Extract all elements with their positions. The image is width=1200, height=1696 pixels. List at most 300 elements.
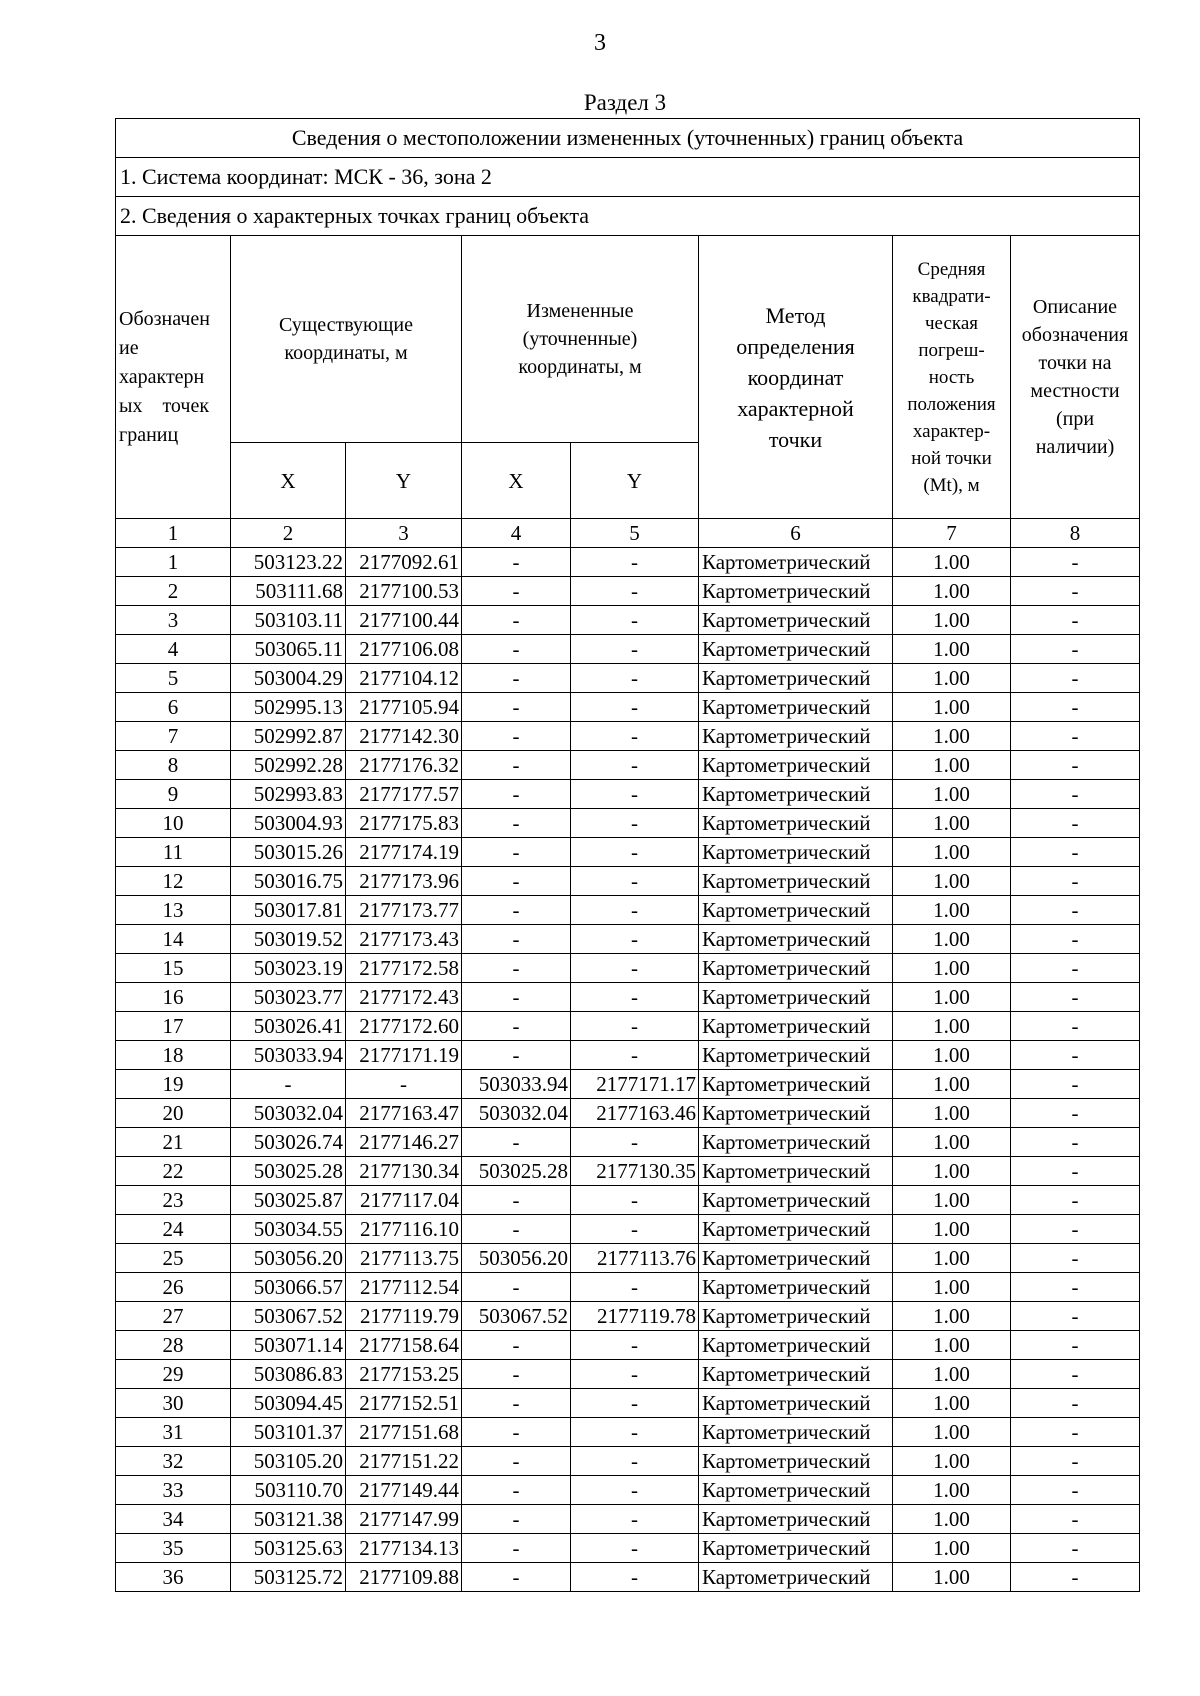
header-existing-coords (231, 236, 462, 443)
cell-changed-x: - (462, 1041, 571, 1070)
cell-method: Картометрический (699, 1563, 893, 1592)
cell-description: - (1011, 1418, 1140, 1447)
table-row (116, 867, 1140, 896)
cell-mean-error: 1.00 (893, 1186, 1011, 1215)
cell-method: Картометрический (699, 1447, 893, 1476)
points-heading: 2. Сведения о характерных точках границ объекта (116, 197, 1140, 236)
header-line: положения (907, 393, 996, 415)
cell-existing-y: 2177119.79 (346, 1302, 462, 1331)
cell-mean-error: 1.00 (893, 1563, 1011, 1592)
table-row (116, 1563, 1140, 1592)
header-line: Обозначен (119, 307, 210, 330)
cell-changed-x: - (462, 664, 571, 693)
cell-existing-y: 2177172.58 (346, 954, 462, 983)
cell-method: Картометрический (699, 1302, 893, 1331)
table-row (116, 809, 1140, 838)
header-line: характерн (119, 365, 205, 388)
column-number: 4 (462, 519, 571, 548)
cell-mean-error: 1.00 (893, 983, 1011, 1012)
cell-existing-x: 502995.13 (231, 693, 346, 722)
cell-changed-x: - (462, 780, 571, 809)
cell-point-id: 8 (116, 751, 231, 780)
cell-changed-y: - (571, 1505, 699, 1534)
cell-method: Картометрический (699, 606, 893, 635)
header-line: ной точки (911, 447, 992, 469)
cell-point-id: 4 (116, 635, 231, 664)
cell-description: - (1011, 1389, 1140, 1418)
cell-changed-y: - (571, 925, 699, 954)
header-existing-x: X (231, 443, 346, 519)
table-row (116, 722, 1140, 751)
cell-description: - (1011, 1215, 1140, 1244)
cell-method: Картометрический (699, 925, 893, 954)
cell-existing-x: 503034.55 (231, 1215, 346, 1244)
cell-mean-error: 1.00 (893, 809, 1011, 838)
cell-mean-error: 1.00 (893, 1099, 1011, 1128)
cell-existing-x: 503056.20 (231, 1244, 346, 1273)
table-row (116, 606, 1140, 635)
cell-existing-x: 502992.28 (231, 751, 346, 780)
coord-system: 1. Система координат: МСК - 36, зона 2 (116, 158, 1140, 197)
cell-existing-y: 2177174.19 (346, 838, 462, 867)
cell-method: Картометрический (699, 780, 893, 809)
cell-point-id: 11 (116, 838, 231, 867)
header-line: координаты, м (284, 342, 408, 364)
cell-point-id: 10 (116, 809, 231, 838)
cell-mean-error: 1.00 (893, 1418, 1011, 1447)
table-row (116, 983, 1140, 1012)
cell-existing-x: 503016.75 (231, 867, 346, 896)
cell-description: - (1011, 1476, 1140, 1505)
cell-existing-y: 2177172.43 (346, 983, 462, 1012)
header-line: (Mt), м (923, 474, 980, 496)
cell-changed-x: - (462, 1331, 571, 1360)
cell-point-id: 13 (116, 896, 231, 925)
cell-changed-y: - (571, 1389, 699, 1418)
cell-mean-error: 1.00 (893, 896, 1011, 925)
cell-existing-x: 503032.04 (231, 1099, 346, 1128)
cell-changed-x: - (462, 1128, 571, 1157)
cell-existing-y: 2177175.83 (346, 809, 462, 838)
cell-changed-x: 503033.94 (462, 1070, 571, 1099)
cell-changed-y: - (571, 896, 699, 925)
cell-point-id: 23 (116, 1186, 231, 1215)
cell-existing-x: - (231, 1070, 346, 1099)
table-row (116, 664, 1140, 693)
cell-changed-y: - (571, 809, 699, 838)
table-row (116, 1244, 1140, 1273)
cell-existing-x: 503019.52 (231, 925, 346, 954)
cell-mean-error: 1.00 (893, 1389, 1011, 1418)
cell-point-id: 31 (116, 1418, 231, 1447)
header-line: местности (1030, 380, 1120, 402)
cell-point-id: 5 (116, 664, 231, 693)
cell-method: Картометрический (699, 722, 893, 751)
cell-existing-x: 503121.38 (231, 1505, 346, 1534)
cell-changed-x: - (462, 983, 571, 1012)
cell-existing-x: 503067.52 (231, 1302, 346, 1331)
cell-mean-error: 1.00 (893, 664, 1011, 693)
cell-changed-x: - (462, 1505, 571, 1534)
cell-description: - (1011, 983, 1140, 1012)
cell-mean-error: 1.00 (893, 1534, 1011, 1563)
cell-point-id: 12 (116, 867, 231, 896)
cell-existing-x: 503086.83 (231, 1360, 346, 1389)
header-line: характер- (912, 420, 991, 442)
cell-existing-y: 2177158.64 (346, 1331, 462, 1360)
cell-method: Картометрический (699, 1534, 893, 1563)
cell-point-id: 6 (116, 693, 231, 722)
boundary-points-table (115, 118, 1140, 1592)
header-line: характерной (737, 395, 854, 421)
cell-existing-x: 503025.28 (231, 1157, 346, 1186)
cell-method: Картометрический (699, 1389, 893, 1418)
cell-mean-error: 1.00 (893, 1331, 1011, 1360)
cell-changed-y: - (571, 838, 699, 867)
cell-description: - (1011, 664, 1140, 693)
cell-description: - (1011, 954, 1140, 983)
cell-existing-y: 2177109.88 (346, 1563, 462, 1592)
cell-existing-y: 2177171.19 (346, 1041, 462, 1070)
cell-description: - (1011, 635, 1140, 664)
cell-changed-y: - (571, 1447, 699, 1476)
cell-point-id: 26 (116, 1273, 231, 1302)
cell-changed-y: 2177171.17 (571, 1070, 699, 1099)
cell-method: Картометрический (699, 1070, 893, 1099)
cell-method: Картометрический (699, 838, 893, 867)
cell-mean-error: 1.00 (893, 1273, 1011, 1302)
cell-existing-y: 2177173.43 (346, 925, 462, 954)
header-line: определения (736, 333, 855, 359)
cell-description: - (1011, 925, 1140, 954)
cell-changed-y: - (571, 606, 699, 635)
cell-existing-x: 503025.87 (231, 1186, 346, 1215)
cell-point-id: 34 (116, 1505, 231, 1534)
cell-existing-y: 2177172.60 (346, 1012, 462, 1041)
cell-point-id: 14 (116, 925, 231, 954)
cell-method: Картометрический (699, 548, 893, 577)
cell-point-id: 15 (116, 954, 231, 983)
cell-changed-y: - (571, 1360, 699, 1389)
cell-description: - (1011, 1331, 1140, 1360)
table-title: Сведения о местоположении измененных (уточненных) границ объекта (116, 119, 1140, 158)
cell-changed-y: 2177130.35 (571, 1157, 699, 1186)
cell-existing-y: 2177112.54 (346, 1273, 462, 1302)
cell-mean-error: 1.00 (893, 1070, 1011, 1099)
cell-point-id: 2 (116, 577, 231, 606)
cell-existing-x: 503105.20 (231, 1447, 346, 1476)
cell-changed-x: - (462, 954, 571, 983)
cell-point-id: 7 (116, 722, 231, 751)
cell-existing-y: 2177151.22 (346, 1447, 462, 1476)
cell-description: - (1011, 1534, 1140, 1563)
cell-existing-x: 503023.19 (231, 954, 346, 983)
cell-method: Картометрический (699, 1476, 893, 1505)
cell-existing-x: 503033.94 (231, 1041, 346, 1070)
cell-description: - (1011, 1128, 1140, 1157)
cell-existing-y: 2177173.77 (346, 896, 462, 925)
cell-changed-y: - (571, 1012, 699, 1041)
table-row (116, 896, 1140, 925)
table-row (116, 751, 1140, 780)
table-row (116, 548, 1140, 577)
cell-existing-x: 502993.83 (231, 780, 346, 809)
cell-existing-y: 2177092.61 (346, 548, 462, 577)
cell-method: Картометрический (699, 693, 893, 722)
cell-existing-y: 2177147.99 (346, 1505, 462, 1534)
table-row (116, 1476, 1140, 1505)
cell-description: - (1011, 1447, 1140, 1476)
cell-description: - (1011, 1157, 1140, 1186)
table-row (116, 635, 1140, 664)
cell-changed-x: - (462, 809, 571, 838)
cell-method: Картометрический (699, 954, 893, 983)
cell-changed-x: - (462, 867, 571, 896)
cell-description: - (1011, 577, 1140, 606)
cell-existing-x: 503026.74 (231, 1128, 346, 1157)
cell-existing-y: 2177116.10 (346, 1215, 462, 1244)
table-row (116, 1534, 1140, 1563)
cell-description: - (1011, 1505, 1140, 1534)
table-row (116, 780, 1140, 809)
table-row (116, 838, 1140, 867)
cell-changed-x: - (462, 1273, 571, 1302)
header-line: Измененные (526, 300, 634, 322)
cell-changed-x: - (462, 1476, 571, 1505)
cell-changed-x: - (462, 751, 571, 780)
cell-existing-x: 503123.22 (231, 548, 346, 577)
cell-existing-x: 503004.29 (231, 664, 346, 693)
cell-description: - (1011, 838, 1140, 867)
cell-mean-error: 1.00 (893, 1215, 1011, 1244)
cell-method: Картометрический (699, 1244, 893, 1273)
cell-point-id: 27 (116, 1302, 231, 1331)
cell-changed-y: - (571, 635, 699, 664)
column-number: 6 (699, 519, 893, 548)
cell-existing-x: 503066.57 (231, 1273, 346, 1302)
cell-existing-y: 2177113.75 (346, 1244, 462, 1273)
column-number-row (116, 519, 1140, 548)
cell-point-id: 35 (116, 1534, 231, 1563)
cell-existing-y: 2177106.08 (346, 635, 462, 664)
cell-existing-y: 2177149.44 (346, 1476, 462, 1505)
cell-mean-error: 1.00 (893, 1041, 1011, 1070)
cell-method: Картометрический (699, 1041, 893, 1070)
cell-point-id: 16 (116, 983, 231, 1012)
cell-method: Картометрический (699, 1012, 893, 1041)
cell-existing-y: 2177134.13 (346, 1534, 462, 1563)
cell-existing-y: 2177105.94 (346, 693, 462, 722)
cell-existing-y: 2177100.44 (346, 606, 462, 635)
cell-mean-error: 1.00 (893, 1505, 1011, 1534)
cell-point-id: 32 (116, 1447, 231, 1476)
table-row (116, 1505, 1140, 1534)
cell-description: - (1011, 809, 1140, 838)
cell-description: - (1011, 780, 1140, 809)
header-line: наличии) (1035, 436, 1115, 458)
cell-changed-x: - (462, 1012, 571, 1041)
header-changed-x: X (462, 443, 571, 519)
column-number: 7 (893, 519, 1011, 548)
cell-method: Картометрический (699, 1128, 893, 1157)
cell-mean-error: 1.00 (893, 1012, 1011, 1041)
cell-existing-y: 2177163.47 (346, 1099, 462, 1128)
cell-mean-error: 1.00 (893, 838, 1011, 867)
cell-method: Картометрический (699, 635, 893, 664)
cell-existing-y: 2177146.27 (346, 1128, 462, 1157)
cell-description: - (1011, 1041, 1140, 1070)
cell-method: Картометрический (699, 664, 893, 693)
header-line: точки (768, 426, 823, 452)
cell-changed-y: - (571, 1418, 699, 1447)
cell-existing-y: 2177176.32 (346, 751, 462, 780)
cell-method: Картометрический (699, 1157, 893, 1186)
cell-point-id: 19 (116, 1070, 231, 1099)
cell-description: - (1011, 1563, 1140, 1592)
cell-mean-error: 1.00 (893, 1360, 1011, 1389)
cell-changed-x: - (462, 1215, 571, 1244)
table-row (116, 1215, 1140, 1244)
header-description (1011, 236, 1140, 519)
cell-existing-x: 503026.41 (231, 1012, 346, 1041)
cell-changed-y: - (571, 664, 699, 693)
cell-method: Картометрический (699, 1215, 893, 1244)
cell-mean-error: 1.00 (893, 577, 1011, 606)
cell-description: - (1011, 1244, 1140, 1273)
cell-changed-x: - (462, 1389, 571, 1418)
table-row (116, 1128, 1140, 1157)
cell-changed-x: 503056.20 (462, 1244, 571, 1273)
table-row (116, 1360, 1140, 1389)
cell-existing-x: 503015.26 (231, 838, 346, 867)
cell-existing-y: - (346, 1070, 462, 1099)
cell-description: - (1011, 548, 1140, 577)
table-row (116, 693, 1140, 722)
cell-mean-error: 1.00 (893, 867, 1011, 896)
cell-point-id: 17 (116, 1012, 231, 1041)
table-row (116, 577, 1140, 606)
header-line: координаты, м (518, 356, 642, 378)
cell-mean-error: 1.00 (893, 780, 1011, 809)
cell-changed-y: - (571, 1273, 699, 1302)
cell-changed-x: - (462, 1418, 571, 1447)
table-row (116, 1389, 1140, 1418)
table-row (116, 1331, 1140, 1360)
cell-changed-y: - (571, 693, 699, 722)
cell-changed-x: - (462, 896, 571, 925)
cell-changed-y: - (571, 1186, 699, 1215)
cell-method: Картометрический (699, 751, 893, 780)
header-line: квадрати- (912, 285, 991, 307)
cell-changed-y: - (571, 780, 699, 809)
cell-changed-y: 2177163.46 (571, 1099, 699, 1128)
cell-description: - (1011, 1273, 1140, 1302)
header-line: (при (1055, 408, 1095, 430)
cell-description: - (1011, 606, 1140, 635)
cell-existing-x: 503004.93 (231, 809, 346, 838)
cell-method: Картометрический (699, 1360, 893, 1389)
cell-changed-x: - (462, 1563, 571, 1592)
cell-changed-x: - (462, 1186, 571, 1215)
cell-description: - (1011, 1302, 1140, 1331)
table-row (116, 954, 1140, 983)
cell-method: Картометрический (699, 1331, 893, 1360)
cell-changed-y: - (571, 577, 699, 606)
cell-existing-y: 2177153.25 (346, 1360, 462, 1389)
cell-changed-y: - (571, 1215, 699, 1244)
cell-changed-y: - (571, 954, 699, 983)
cell-changed-y: - (571, 1476, 699, 1505)
header-line: (уточненные) (522, 328, 638, 350)
cell-method: Картометрический (699, 983, 893, 1012)
cell-existing-x: 503071.14 (231, 1331, 346, 1360)
header-line: Средняя (917, 258, 986, 280)
page-number: 3 (594, 30, 606, 56)
cell-point-id: 18 (116, 1041, 231, 1070)
cell-description: - (1011, 751, 1140, 780)
cell-method: Картометрический (699, 1273, 893, 1302)
column-number: 5 (571, 519, 699, 548)
cell-changed-x: - (462, 548, 571, 577)
cell-existing-x: 503125.72 (231, 1563, 346, 1592)
column-number: 1 (116, 519, 231, 548)
cell-point-id: 25 (116, 1244, 231, 1273)
column-number: 3 (346, 519, 462, 548)
cell-mean-error: 1.00 (893, 635, 1011, 664)
column-number: 2 (231, 519, 346, 548)
cell-point-id: 22 (116, 1157, 231, 1186)
cell-changed-x: - (462, 606, 571, 635)
table-row (116, 1273, 1140, 1302)
cell-changed-x: - (462, 838, 571, 867)
table-row (116, 1186, 1140, 1215)
table-row (116, 925, 1140, 954)
cell-point-id: 9 (116, 780, 231, 809)
cell-changed-y: 2177113.76 (571, 1244, 699, 1273)
cell-existing-x: 503103.11 (231, 606, 346, 635)
cell-changed-x: - (462, 1447, 571, 1476)
cell-description: - (1011, 896, 1140, 925)
cell-changed-y: - (571, 1331, 699, 1360)
cell-description: - (1011, 1012, 1140, 1041)
header-line: Описание (1032, 296, 1118, 318)
cell-mean-error: 1.00 (893, 1476, 1011, 1505)
cell-existing-x: 503023.77 (231, 983, 346, 1012)
cell-description: - (1011, 1070, 1140, 1099)
cell-changed-x: 503032.04 (462, 1099, 571, 1128)
cell-changed-x: - (462, 1534, 571, 1563)
header-line: координат (747, 364, 844, 390)
cell-mean-error: 1.00 (893, 925, 1011, 954)
cell-description: - (1011, 693, 1140, 722)
table-row (116, 1157, 1140, 1186)
cell-changed-x: - (462, 635, 571, 664)
column-number: 8 (1011, 519, 1140, 548)
cell-changed-y: - (571, 1128, 699, 1157)
cell-mean-error: 1.00 (893, 1447, 1011, 1476)
cell-changed-y: - (571, 548, 699, 577)
cell-existing-y: 2177173.96 (346, 867, 462, 896)
cell-mean-error: 1.00 (893, 548, 1011, 577)
section-title: Раздел 3 (583, 90, 667, 115)
cell-method: Картометрический (699, 1186, 893, 1215)
cell-existing-y: 2177152.51 (346, 1389, 462, 1418)
cell-existing-y: 2177177.57 (346, 780, 462, 809)
cell-method: Картометрический (699, 867, 893, 896)
cell-method: Картометрический (699, 1418, 893, 1447)
cell-point-id: 28 (116, 1331, 231, 1360)
cell-existing-x: 503065.11 (231, 635, 346, 664)
